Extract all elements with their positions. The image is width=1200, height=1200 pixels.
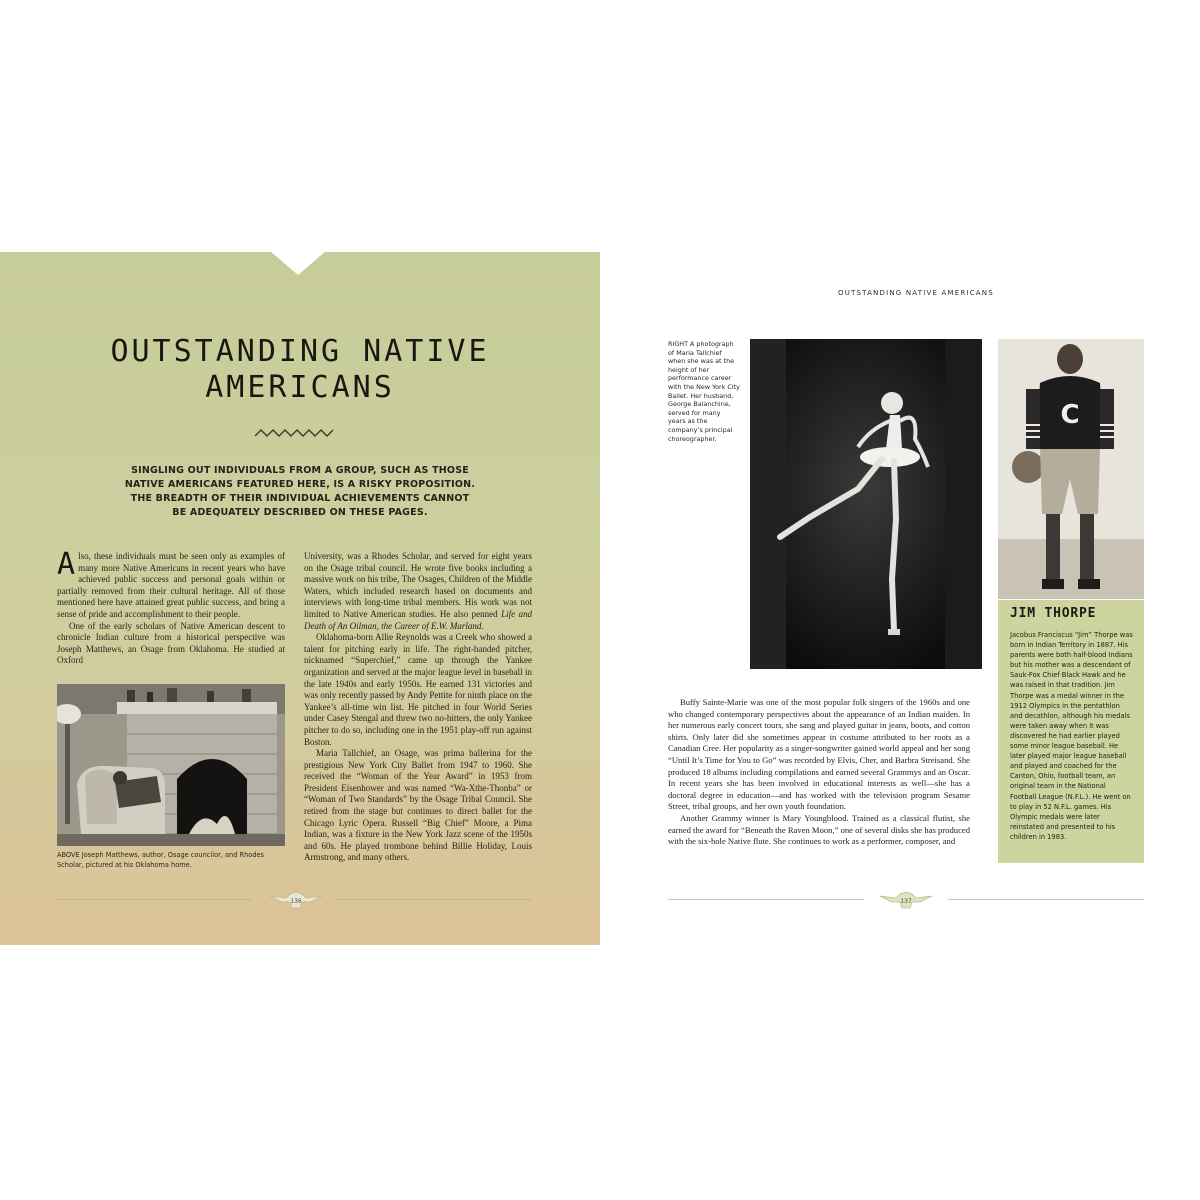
right-column xyxy=(668,697,970,848)
intro-line-1: SINGLING OUT INDIVIDUALS FROM A GROUP, SUCH AS THOSE xyxy=(131,465,469,476)
thunderbird-emblem-icon xyxy=(878,890,934,910)
intro-line-2: NATIVE AMERICANS FEATURED HERE, IS A RISKY PROPOSITION. xyxy=(124,479,476,490)
joseph-matthews-photo xyxy=(57,684,285,846)
col2-paragraph-1: University, was a Rhodes Scholar, and served for eight years on the Osage tribal council. He wrote five books including a massive work on his tribe, The Osages, Children of the Middle Waters, which included research based on documents and interviews with long-time tribal members. His work was not limited to Native American studies. He also penned xyxy=(304,551,532,619)
title-line-1: OUTSTANDING NATIVE xyxy=(110,334,490,369)
left-column-1 xyxy=(57,547,285,667)
col2-paragraph-2: Oklahoma-born Allie Reynolds was a Creek who showed a talent for pitching early in life. The right-handed pitcher, nicknamed “Superchief,” came up through the Yankee organization and served at the major league level in baseball in the late 1940s and early 1950s. He earned 131 victories and was only recently passed by Andy Pettite for ninth place on the Yankee’s all-time win list. He pitched in four World Series under Casey Stengal and threw two no-hitters, the only Yankee pitcher to do so, including one in the 1951 play-off run against Boston. xyxy=(304,632,532,747)
sidebar-text: Jacobus Franciscus “Jim” Thorpe was born in Indian Territory in 1887. His parents were both half-blood Indians but his mother was a descendant of Sauk-Fox Chief Black Hawk and he was raised in that tradition. Jim Thorpe was a medal winner in the 1912 Olympics in the pentathlon and decathlon, although his medals were taken away when it was discovered he had earlier played some minor league baseball. He later played major league baseball and played and coached for the Canton, Ohio, football team, an original team in the National Football League (N.F.L.). He went on to play in 52 N.F.L. games. His Olympic medals were later reinstated and presented to his children in 1983. xyxy=(1010,631,1133,841)
svg-text:C: C xyxy=(1060,400,1080,430)
col1-paragraph-1: lso, these individuals must be seen only as examples of many more Native Americans in recent years who have achieved public success and personal goals within or partially removed from their cultural heritage. All of those mentioned here have attained great public success, and bring a sense of pride and accomplishment to their people. xyxy=(57,551,285,619)
running-head: OUTSTANDING NATIVE AMERICANS xyxy=(838,289,994,297)
ballerina-photo-image xyxy=(750,339,982,669)
drop-cap: A xyxy=(57,547,76,582)
title-line-2: AMERICANS xyxy=(205,370,395,405)
jim-thorpe-photo xyxy=(998,339,1144,599)
col2-paragraph-3: Maria Tallchief, an Osage, was prima ballerina for the prestigious New York City Ballet from 1947 to 1960. She received the “Woman of the Year Award” in 1953 from President Eisenhower and was named “Wa-Xthe-Thonba” or “Woman of Two Standards” by the Osage Tribal Council. She retired from the stage but continues to direct ballet for the Chicago Lyric Opera. Russell “Big Chief” Moore, a Pima Indian, was a fixture in the New York Jazz scene of the 1950s and 60s. He played trombone behind Billie Holiday, Louis Armstrong, and many others. xyxy=(304,748,532,863)
page-number-right: 137 xyxy=(900,898,912,905)
intro-line-4: BE ADEQUATELY DESCRIBED ON THESE PAGES. xyxy=(172,507,428,518)
jim-thorpe-sidebar xyxy=(998,600,1144,863)
page-notch xyxy=(270,252,326,275)
left-page xyxy=(0,252,600,945)
ballerina-caption: RIGHT A photograph of Maria Tallchief when she was at the height of her performance career with the New York City Ballet. Her husband, George Balanchine, served for many years as the company’s principal choreographer. xyxy=(668,340,740,443)
col1-paragraph-2: One of the early scholars of Native American descent to chronicle Indian culture from a historical perspective was Joseph Matthews, an Osage from Oklahoma. He studied at Oxford xyxy=(57,620,285,666)
page-number-left: 136 xyxy=(290,898,302,905)
footer-rule-right-right-page xyxy=(948,899,1144,900)
footer-rule-left-right-page xyxy=(668,899,864,900)
zigzag-ornament-icon xyxy=(255,427,335,439)
right-paragraph-1: Buffy Sainte-Marie was one of the most popular folk singers of the 1960s and one who changed contemporary perspectives about the appearance of an Indian maiden. In her numerous early concert tours, she sang and played guitar in jeans, boots, and cotton shirts. Only later did she sometimes appear in costume attributed to her roots as a Canadian Cree. Her popularity as a singer-songwriter gained world appeal and her song “Until It’s Time for You to Go” was recorded by Elvis, Cher, and Barbra Streisand. She produced 18 albums including compilations and earned several Grammys and an Oscar. In recent years she has been involved in educational interests as well—she has a doctoral degree in education—and has worked with the television program Sesame Street, tribal groups, and her own youth foundation. xyxy=(668,697,970,812)
footer-rule-right xyxy=(335,899,532,900)
right-paragraph-2: Another Grammy winner is Mary Youngblood. Trained as a classical flutist, she earned the award for “Beneath the Raven Moon,” one of several disks she has produced with the six-hole Native flute. She continues to work as a performer, composer, and xyxy=(668,812,970,847)
football-player-photo-image xyxy=(998,339,1144,599)
footer-rule-left xyxy=(57,899,252,900)
sidebar-title: JIM THORPE xyxy=(1010,606,1097,621)
intro-deck xyxy=(120,464,480,520)
left-column-2 xyxy=(304,551,532,864)
maria-tallchief-photo xyxy=(750,339,982,669)
intro-line-3: THE BREADTH OF THEIR INDIVIDUAL ACHIEVEMENTS CANNOT xyxy=(130,493,470,504)
fireplace-photo-image xyxy=(57,684,285,846)
thunderbird-emblem-icon xyxy=(268,890,324,910)
photo-caption: ABOVE Joseph Matthews, author, Osage councilor, and Rhodes Scholar, pictured at his Oklahoma home. xyxy=(57,851,264,869)
col2-book-title: Life and Death of An Oilman, the Career of E.W. Marland. xyxy=(304,608,532,631)
page-title xyxy=(60,334,540,406)
